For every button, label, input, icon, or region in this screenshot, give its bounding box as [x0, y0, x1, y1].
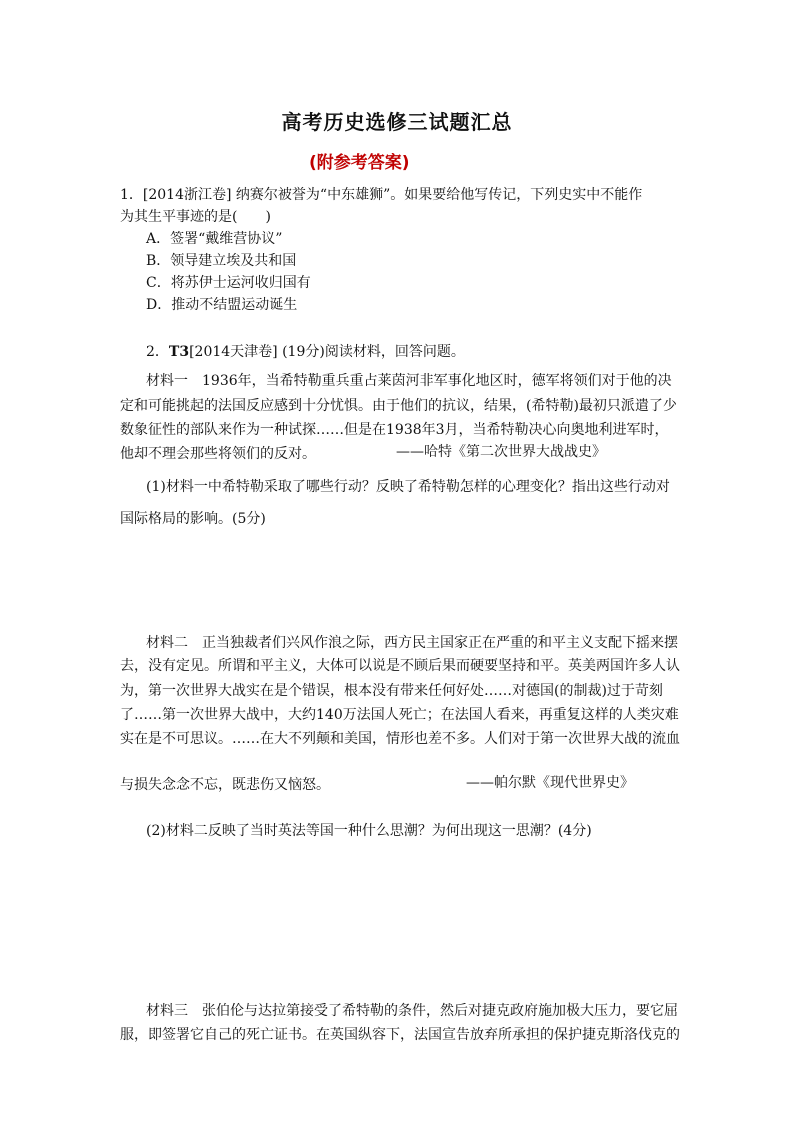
material1-source: ——哈特《第二次世界大战战史》	[396, 444, 606, 460]
page-subtitle: (附参考答案)	[309, 153, 410, 173]
q2-tag: T3	[168, 344, 190, 360]
q1-stem-line2: 为其生平事迹的是( )	[120, 209, 271, 225]
material1-line3: 数象征性的部队来作为一种试探……但是在1938年3月，当希特勒决心向奥地利进军时，	[120, 422, 669, 438]
page-title: 高考历史选修三试题汇总	[281, 110, 513, 134]
material1-line1: 材料一 1936年，当希特勒重兵重占莱茵河非军事化地区时，德军将领们对于他的决	[146, 373, 672, 389]
q2-header	[146, 341, 465, 361]
material1-line4: 他却不理会那些将领们的反对。	[120, 446, 316, 462]
q1-option-b: B．领导建立埃及共和国	[146, 253, 297, 269]
material3-line1: 材料三 张伯伦与达拉第接受了希特勒的条件，然后对捷克政府施加极大压力，要它屈	[146, 1003, 678, 1019]
material1-line2: 定和可能挑起的法国反应感到十分忧惧。由于他们的抗议，结果，(希特勒)最初只派遣了少	[120, 398, 677, 414]
subq2: (2)材料二反映了当时英法等国一种什么思潮？为何出现这一思潮？(4分)	[146, 823, 592, 839]
material2-line5: 实在是不可思议。……在大不列颠和美国，情形也差不多。人们对于第一次世界大战的流血	[120, 731, 680, 747]
material2-line1: 材料二 正当独裁者们兴风作浪之际，西方民主国家正在严重的和平主义支配下摇来摆	[146, 635, 678, 651]
material2-line6: 与损失念念不忘，既悲伤又恼怒。	[120, 777, 330, 793]
q1-option-a: A．签署“戴维营协议”	[146, 231, 283, 247]
q1-stem-line1: 1．[2014浙江卷] 纳赛尔被誉为“中东雄狮”。如果要给他写传记，下列史实中不能作	[120, 187, 643, 203]
material2-line2: 去，没有定见。所谓和平主义，大体可以说是不顾后果而硬要坚持和平。英美两国许多人认	[120, 658, 680, 674]
material2-line3: 为，第一次世界大战实在是个错误，根本没有带来任何好处……对德国(的制裁)过于苛刻	[120, 683, 663, 699]
q2-number: 2．	[146, 344, 169, 360]
subq1-line1: (1)材料一中希特勒采取了哪些行动？反映了希特勒怎样的心理变化？指出这些行动对	[146, 479, 670, 495]
material3-line2: 服，即签署它自己的死亡证书。在英国纵容下，法国宣告放弃所承担的保护捷克斯洛伐克的	[120, 1027, 680, 1043]
q2-header-text: [2014天津卷] (19分)阅读材料，回答问题。	[189, 344, 465, 360]
q1-option-c: C．将苏伊士运河收归国有	[146, 275, 311, 291]
material2-line4: 了……第一次世界大战中，大约140万法国人死亡；在法国人看来，再重复这样的人类灾难	[120, 707, 679, 723]
q1-option-d: D．推动不结盟运动诞生	[146, 297, 298, 313]
subq1-line2: 国际格局的影响。(5分)	[120, 511, 266, 527]
material2-source: ——帕尔默《现代世界史》	[466, 775, 634, 791]
